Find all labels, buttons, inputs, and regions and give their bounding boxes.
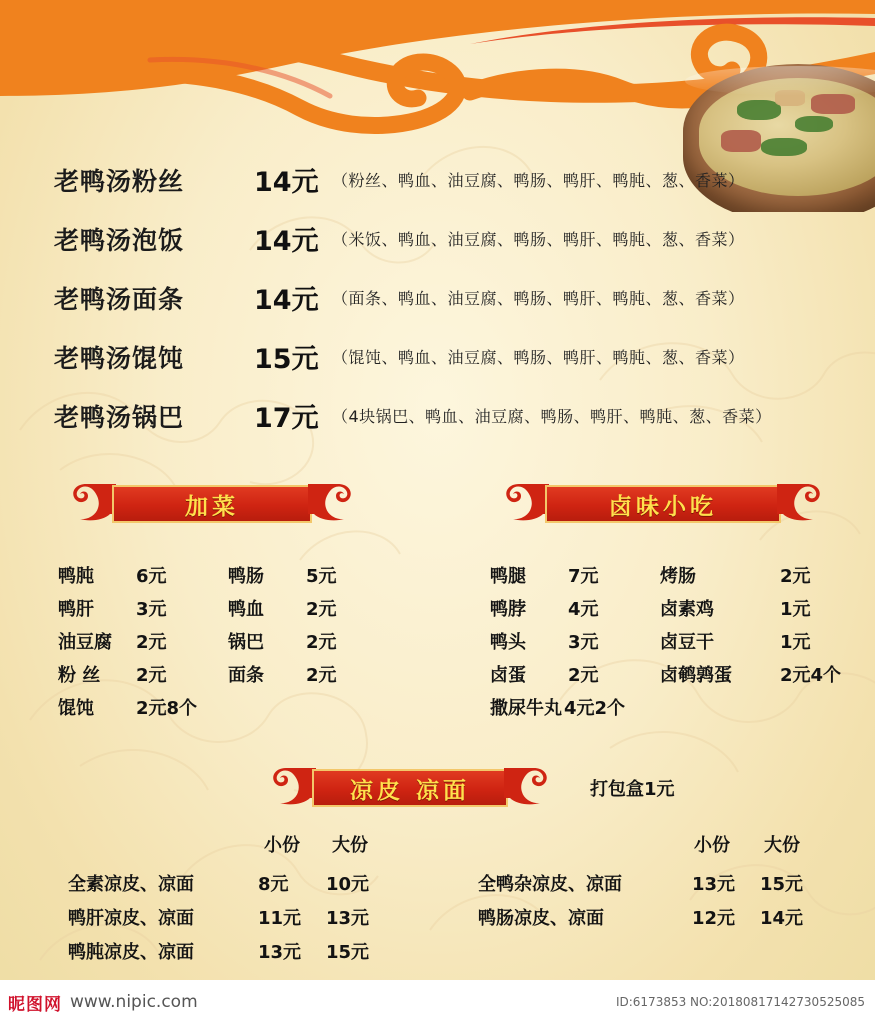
dish-ingredients: （面条、鸭血、油豆腐、鸭肠、鸭肝、鸭肫、葱、香菜） <box>332 289 745 308</box>
size-header-small-left: 小份 <box>264 835 300 856</box>
snack-name: 卤蛋 <box>490 664 526 686</box>
cold-row <box>68 900 386 934</box>
ribbon-tail-left-icon <box>503 482 549 522</box>
cold-price-large: 10元 <box>326 874 370 895</box>
snack-price: 2元4个 <box>780 664 842 686</box>
addon-name: 锅巴 <box>228 631 264 653</box>
ribbon-tail-left-icon <box>70 482 116 522</box>
ribbon-plate <box>112 485 312 523</box>
snack-row <box>490 657 875 690</box>
section-header-cold-noodles <box>312 766 508 810</box>
snack-price: 4元 <box>568 598 599 620</box>
cold-row <box>478 900 820 934</box>
cold-name: 鸭肠凉皮、凉面 <box>478 908 604 929</box>
addon-price: 2元 <box>136 664 167 686</box>
snack-price: 1元 <box>780 631 811 653</box>
dish-name: 老鸭汤锅巴 <box>54 402 185 432</box>
snack-row <box>490 591 875 624</box>
cold-price-small: 8元 <box>258 874 289 895</box>
cold-price-large: 15元 <box>760 874 804 895</box>
section-header-braised-snacks <box>545 482 781 526</box>
takeaway-box-note: 打包盒1元 <box>590 779 675 800</box>
dish-price: 14元 <box>254 285 319 316</box>
addon-row <box>58 591 398 624</box>
dish-name: 老鸭汤馄饨 <box>54 343 185 373</box>
cold-row <box>68 934 386 968</box>
dish-ingredients: （4块锅巴、鸭血、油豆腐、鸭肠、鸭肝、鸭肫、葱、香菜） <box>332 407 772 426</box>
cold-row <box>478 866 820 900</box>
cold-name: 鸭肝凉皮、凉面 <box>68 908 194 929</box>
addon-price: 3元 <box>136 598 167 620</box>
footer-watermark-bar <box>0 980 875 1024</box>
ribbon-tail-left-icon <box>270 766 316 806</box>
addon-name: 面条 <box>228 664 264 686</box>
nipic-site-url: www.nipic.com <box>70 992 198 1012</box>
snack-row <box>490 558 875 591</box>
cold-price-small: 13元 <box>692 874 736 895</box>
dish-ingredients: （馄饨、鸭血、油豆腐、鸭肠、鸭肝、鸭肫、葱、香菜） <box>332 348 745 367</box>
addon-name: 馄饨 <box>58 697 94 719</box>
snack-price: 4元2个 <box>564 697 626 719</box>
dish-name: 老鸭汤面条 <box>54 284 185 314</box>
menu-row <box>54 209 854 268</box>
dish-price: 15元 <box>254 344 319 375</box>
snack-price: 3元 <box>568 631 599 653</box>
size-header-large-right: 大份 <box>764 835 800 856</box>
dish-name: 老鸭汤粉丝 <box>54 166 185 196</box>
addon-name: 鸭肫 <box>58 565 94 587</box>
cold-noodle-right-table <box>478 866 820 934</box>
addon-row <box>58 558 398 591</box>
addon-name: 鸭肠 <box>228 565 264 587</box>
snack-name: 卤豆干 <box>660 631 714 653</box>
size-header-small-right: 小份 <box>694 835 730 856</box>
snack-name: 卤鹌鹑蛋 <box>660 664 732 686</box>
addon-price: 2元 <box>306 631 337 653</box>
cold-name: 全鸭杂凉皮、凉面 <box>478 874 622 895</box>
dish-price: 17元 <box>254 403 319 434</box>
dish-name: 老鸭汤泡饭 <box>54 225 185 255</box>
dish-price: 14元 <box>254 167 319 198</box>
menu-row <box>54 150 854 209</box>
ribbon-tail-right-icon <box>308 482 354 522</box>
cold-name: 全素凉皮、凉面 <box>68 874 194 895</box>
section-title: 卤味小吃 <box>609 493 717 520</box>
ribbon-plate <box>545 485 781 523</box>
addon-name: 鸭血 <box>228 598 264 620</box>
section-title: 凉皮 凉面 <box>349 777 470 804</box>
size-header-large-left: 大份 <box>332 835 368 856</box>
dish-ingredients: （米饭、鸭血、油豆腐、鸭肠、鸭肝、鸭肫、葱、香菜） <box>332 230 745 249</box>
addons-left-column <box>58 558 398 723</box>
addon-name: 油豆腐 <box>58 631 112 653</box>
ribbon-tail-right-icon <box>777 482 823 522</box>
ribbon-tail-right-icon <box>504 766 550 806</box>
menu-row <box>54 386 854 445</box>
addon-price: 2元 <box>306 664 337 686</box>
addon-row <box>58 690 398 723</box>
snack-price: 2元 <box>568 664 599 686</box>
addon-price: 2元 <box>306 598 337 620</box>
cold-price-large: 15元 <box>326 942 370 963</box>
dish-ingredients: （粉丝、鸭血、油豆腐、鸭肠、鸭肝、鸭肫、葱、香菜） <box>332 171 745 190</box>
menu-row <box>54 327 854 386</box>
snack-name: 鸭脖 <box>490 598 526 620</box>
dish-price: 14元 <box>254 226 319 257</box>
soup-menu-list <box>54 150 854 445</box>
image-id-text: ID:6173853 NO:20180817142730525085 <box>615 995 865 1009</box>
cold-price-large: 13元 <box>326 908 370 929</box>
section-title: 加菜 <box>185 493 239 520</box>
menu-row <box>54 268 854 327</box>
nipic-logo: 昵图网 <box>8 994 62 1015</box>
cold-noodle-left-table <box>68 866 386 968</box>
snack-row <box>490 690 875 723</box>
addon-price: 5元 <box>306 565 337 587</box>
ribbon-plate <box>312 769 508 807</box>
addon-name: 鸭肝 <box>58 598 94 620</box>
snack-price: 1元 <box>780 598 811 620</box>
cold-name: 鸭肫凉皮、凉面 <box>68 942 194 963</box>
addon-row <box>58 657 398 690</box>
addon-row <box>58 624 398 657</box>
snack-name: 鸭头 <box>490 631 526 653</box>
braised-snacks-columns <box>490 558 875 723</box>
snack-price: 2元 <box>780 565 811 587</box>
snack-name: 鸭腿 <box>490 565 526 587</box>
addon-price: 2元8个 <box>136 697 198 719</box>
addon-name: 粉 丝 <box>58 664 101 686</box>
section-header-addons <box>112 482 312 526</box>
addon-price: 2元 <box>136 631 167 653</box>
cold-price-small: 12元 <box>692 908 736 929</box>
snack-price: 7元 <box>568 565 599 587</box>
cold-price-large: 14元 <box>760 908 804 929</box>
snack-name: 撒尿牛丸 <box>490 697 562 719</box>
snack-name: 卤素鸡 <box>660 598 714 620</box>
cold-price-small: 11元 <box>258 908 302 929</box>
cold-price-small: 13元 <box>258 942 302 963</box>
snack-row <box>490 624 875 657</box>
cold-row <box>68 866 386 900</box>
snack-name: 烤肠 <box>660 565 696 587</box>
addon-price: 6元 <box>136 565 167 587</box>
